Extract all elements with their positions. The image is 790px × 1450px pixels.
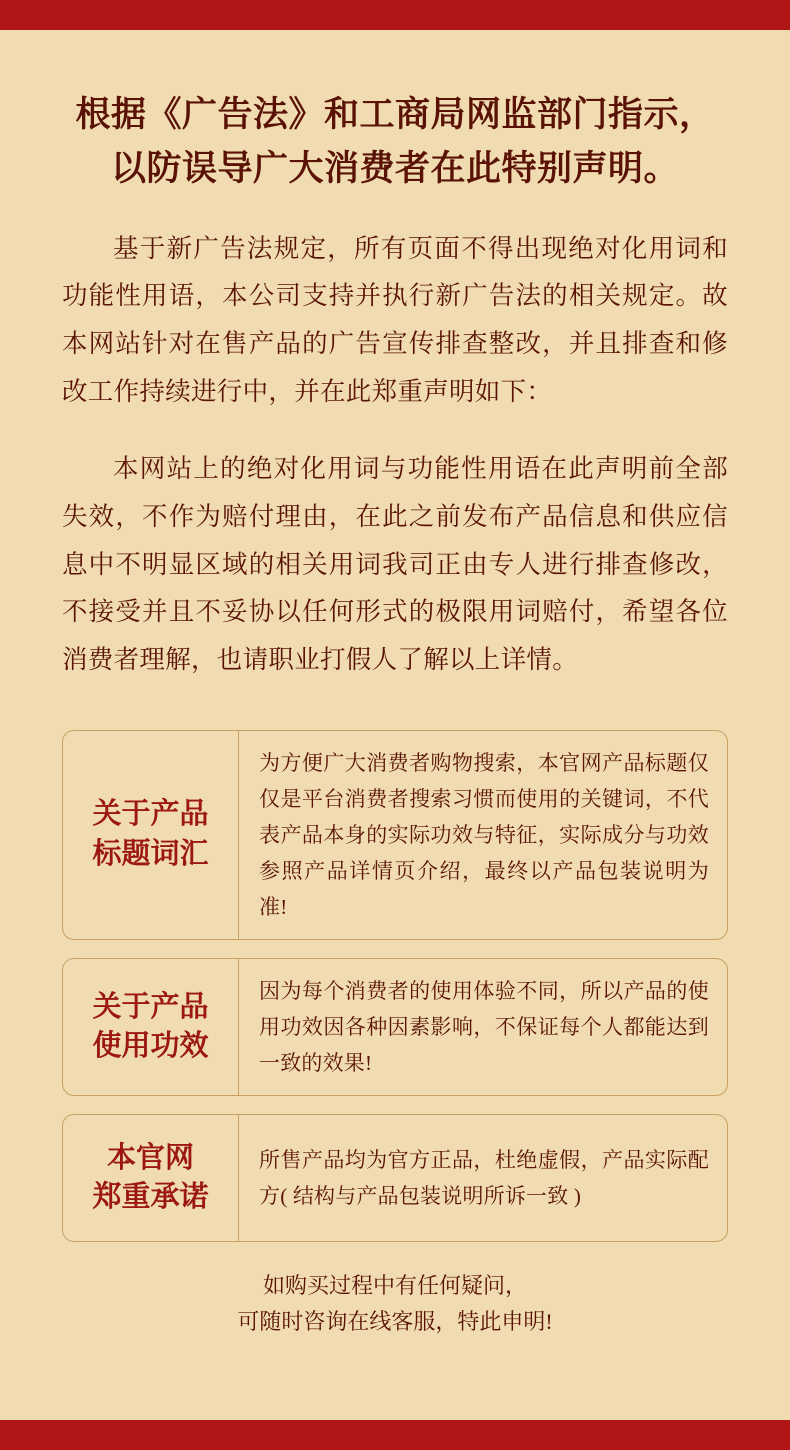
statement-card-title <box>63 731 239 940</box>
statement-card-body: 所售产品均为官方正品，杜绝虚假，产品实际配方( 结构与产品包装说明所诉一致 ) <box>259 1148 709 1209</box>
statement-card-title-line-1: 本官网 <box>106 1141 194 1174</box>
page-title-line-1: 根据《广告法》和工商局网监部门指示， <box>75 95 715 134</box>
intro-paragraph-2: 本网站上的绝对化用词与功能性用语在此声明前全部失效，不作为赔付理由，在此之前发布产品信息和供应信息中不明显区域的相关用词我司正由专人进行排查修改，不接受并且不妥协以任何形式的极限用词赔付，希望各位消费者理解，也请职业打假人了解以上详情。 <box>62 454 728 674</box>
statement-card-body: 为方便广大消费者购物搜索，本官网产品标题仅仅是平台消费者搜索习惯而使用的关键词，不代表产品本身的实际功效与特征，实际成分与功效参照产品详情页介绍，最终以产品包装说明为准! <box>259 750 709 919</box>
statement-card-list <box>62 730 728 1243</box>
footer-note-line-2: 可随时咨询在线客服，特此申明! <box>237 1309 553 1335</box>
statement-card-body: 因为每个消费者的使用体验不同，所以产品的使用功效因各种因素影响，不保证每个人都能达到一致的效果! <box>259 979 709 1076</box>
intro-paragraph-1: 基于新广告法规定，所有页面不得出现绝对化用词和功能性用语，本公司支持并执行新广告法的相关规定。故本网站针对在售产品的广告宣传排查整改，并且排查和修改工作持续进行中，并在此郑重声明如下： <box>62 233 728 406</box>
statement-card-title <box>63 959 239 1095</box>
statement-card-title-line-1: 关于产品 <box>92 990 209 1023</box>
statement-card-product-title <box>62 730 728 941</box>
statement-card-official-promise <box>62 1114 728 1242</box>
statement-card-product-effect <box>62 958 728 1096</box>
page-title <box>62 88 728 197</box>
statement-card-title-line-2: 使用功效 <box>92 1030 209 1063</box>
statement-card-title-line-1: 关于产品 <box>92 798 209 831</box>
announcement-panel <box>0 30 790 1420</box>
footer-note-line-1: 如购买过程中有任何疑问， <box>262 1273 527 1299</box>
page-title-line-2: 以防误导广大消费者在此特别声明。 <box>110 149 679 189</box>
footer-note <box>62 1268 728 1339</box>
statement-card-title-line-2: 郑重承诺 <box>92 1181 209 1214</box>
statement-card-title <box>63 1115 239 1241</box>
statement-card-title-line-2: 标题词汇 <box>92 837 209 870</box>
